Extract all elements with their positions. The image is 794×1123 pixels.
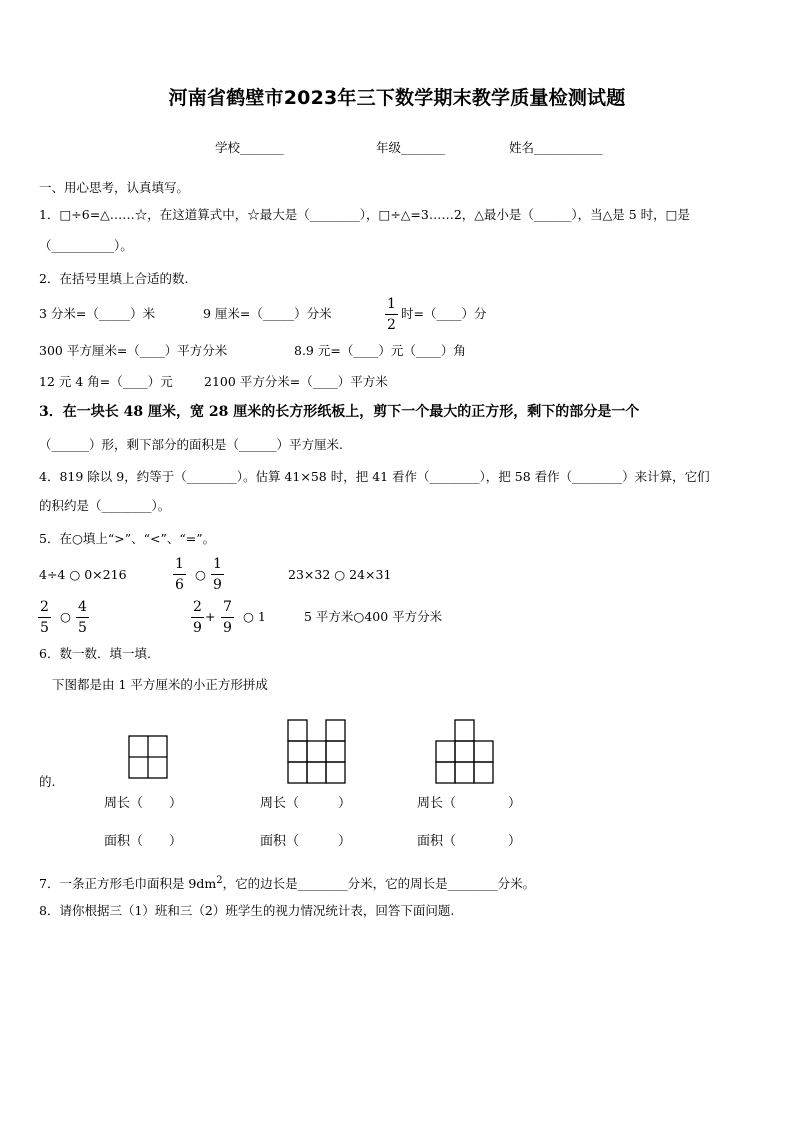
denominator: 9 (221, 617, 234, 635)
denominator: 5 (76, 617, 89, 635)
denominator: 6 (173, 574, 186, 592)
perimeter-1: 周长（ ） (104, 796, 183, 811)
grid-cell (326, 720, 345, 741)
numerator: 1 (213, 556, 222, 572)
q7-pre: 7．一条正方形毛巾面积是 9dm (39, 876, 217, 892)
q5-intro: 5．在○填上“>”、“<”、“=”。 (39, 531, 216, 546)
q5-e-plus: + (205, 609, 216, 624)
q2-d: 300 平方厘米=（____）平方分米 (39, 343, 228, 358)
grid-cell (436, 741, 455, 762)
q5-b-circle: ○ (195, 567, 206, 582)
grid-cell (455, 741, 474, 762)
q6-sub: 下图都是由 1 平方厘米的小正方形拼成 (52, 677, 268, 692)
q5-b-fraction2 (211, 557, 224, 592)
perimeter-2: 周长（ ） (260, 796, 352, 811)
denominator: 9 (211, 574, 224, 592)
q2-intro: 2．在括号里填上合适的数. (39, 271, 189, 286)
grid-cell (436, 762, 455, 783)
section-heading: 一、用心思考，认真填写。 (39, 180, 190, 195)
q3-line1: 3．在一块长 48 厘米，宽 28 厘米的长方形纸板上，剪下一个最大的正方形，剩下的部分是一个 (39, 404, 640, 420)
q5-d-fraction1 (38, 600, 51, 635)
grid-cell (455, 720, 474, 741)
q7-post: ，它的边长是________分米，它的周长是________分米。 (222, 876, 536, 892)
denominator: 9 (191, 617, 204, 635)
q2-a: 3 分米=（_____）米 (39, 306, 156, 321)
q2-c-fraction (385, 297, 398, 332)
grid-cell (474, 762, 493, 783)
grid-cell (288, 720, 307, 741)
q3-line2: （______）形，剩下部分的面积是（______）平方厘米. (39, 437, 343, 452)
q7-line (39, 876, 535, 891)
perimeter-3: 周长（ ） (417, 796, 522, 811)
q5-e-rest: ○ 1 (243, 609, 266, 624)
grid-cell (474, 741, 493, 762)
numerator: 2 (193, 599, 202, 615)
q5-d-circle: ○ (60, 609, 71, 624)
q5-d-fraction2 (76, 600, 89, 635)
q4-line2: 的积约是（________）。 (39, 498, 171, 513)
q8-line: 8．请你根据三（1）班和三（2）班学生的视力情况统计表，回答下面问题. (39, 903, 455, 918)
q5-c: 23×32 ○ 24×31 (288, 567, 392, 582)
area-2: 面积（ ） (260, 834, 352, 849)
grid-cell (307, 741, 326, 762)
q7-sup: 2 (216, 875, 223, 886)
school-field: 学校_______ (215, 140, 284, 155)
numerator: 4 (78, 599, 87, 615)
numerator: 1 (387, 296, 396, 312)
grid-cell (455, 762, 474, 783)
area-1: 面积（ ） (104, 834, 183, 849)
grid-cell (326, 741, 345, 762)
grid-cell (326, 762, 345, 783)
figure-2-grid (288, 720, 348, 784)
figure-1-grid (129, 736, 169, 780)
figure-3-grid (436, 720, 496, 784)
q5-e-fraction1 (191, 600, 204, 635)
q2-g: 2100 平方分米=（____）平方米 (204, 374, 388, 389)
numerator: 7 (223, 599, 232, 615)
numerator: 1 (175, 556, 184, 572)
area-3: 面积（ ） (417, 834, 522, 849)
q2-f: 12 元 4 角=（____）元 (39, 374, 173, 389)
q5-a: 4÷4 ○ 0×216 (39, 567, 127, 582)
denominator: 5 (38, 617, 51, 635)
grid-cell (288, 762, 307, 783)
q5-b-fraction1 (173, 557, 186, 592)
grade-field: 年级_______ (376, 140, 445, 155)
q4-line1: 4．819 除以 9，约等于（________）。估算 41×58 时，把 41 看作（________），把 58 看作（________）来计算，它们 (39, 469, 710, 484)
q1-line1: 1．□÷6=△……☆，在这道算式中，☆最大是（________），□÷△=3……2，△最小是（______），当△是 5 时，□是 (39, 207, 690, 222)
numerator: 2 (40, 599, 49, 615)
page-title: 河南省鹤壁市2023年三下数学期末教学质量检测试题 (168, 87, 626, 109)
grid-cell (288, 741, 307, 762)
q6-tail: 的. (39, 774, 56, 789)
name-field: 姓名___________ (509, 140, 603, 155)
q2-c: 时=（____）分 (401, 306, 487, 321)
q2-b: 9 厘米=（_____）分米 (203, 306, 332, 321)
q5-f: 5 平方米○400 平方分米 (304, 609, 443, 624)
q1-line2: （__________）。 (39, 238, 133, 253)
q6-intro: 6．数一数．填一填. (39, 646, 151, 661)
denominator: 2 (385, 314, 398, 332)
q2-e: 8.9 元=（____）元（____）角 (294, 343, 466, 358)
grid-cell (307, 762, 326, 783)
q5-e-fraction2 (221, 600, 234, 635)
